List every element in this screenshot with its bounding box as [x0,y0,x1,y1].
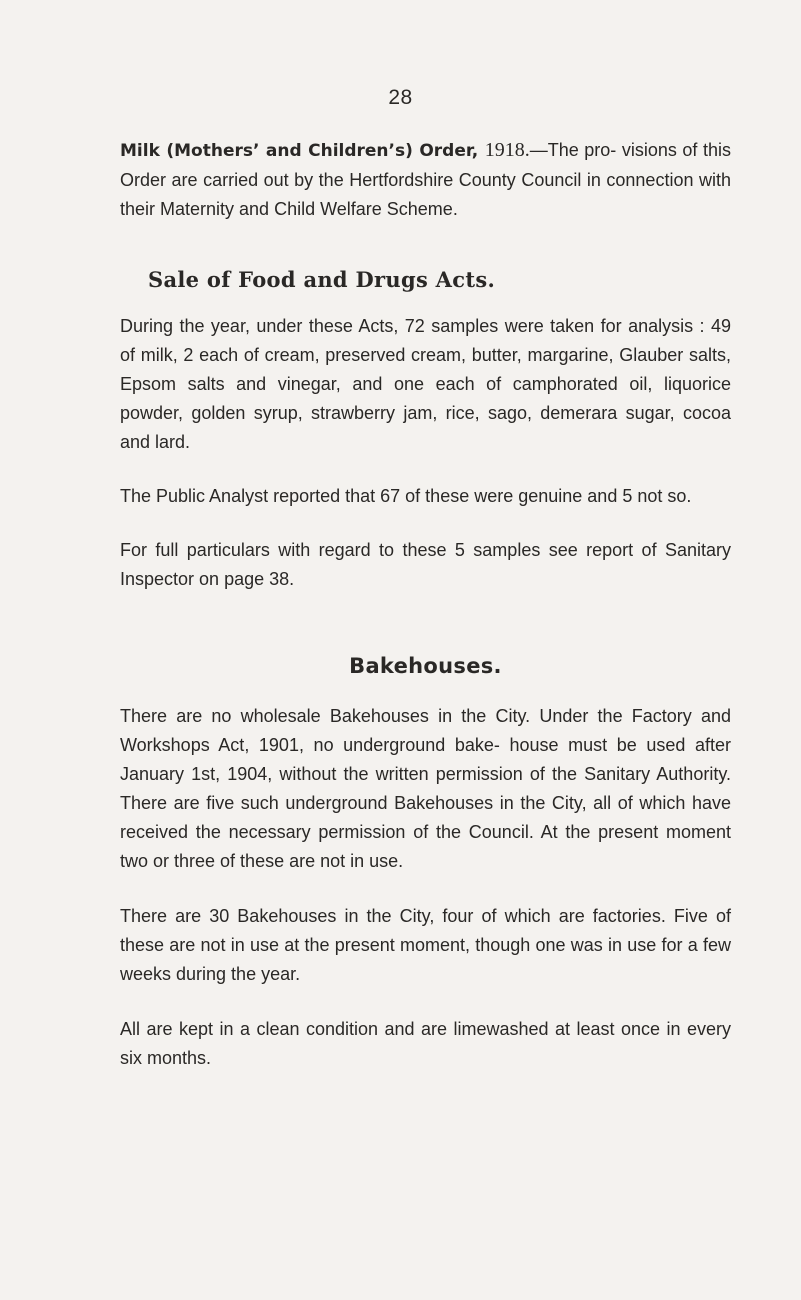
bakehouses-paragraph-2: There are 30 Bakehouses in the City, four of which are factories. Five of these are not in use at the present moment, though one was in use for a few weeks during the year. [120,906,731,984]
food-drugs-paragraph-3: For full particulars with regard to these 5 samples see report of Sanitary Inspector on page 38. [120,540,731,589]
bakehouses-heading: Bakehouses. [349,654,502,678]
bakehouses-paragraph-1: There are no wholesale Bakehouses in the City. Under the Factory and Workshops Act, 1901, no underground bake- house must be used after January 1st, 1904, without the written permission of the Sanitary Authority. There are five such underground Bakehouses in the City, all of which have received the necessary permission of the Council. At the present moment two or three of these are not in use. [120,706,731,871]
food-drugs-heading: Sale of Food and Drugs Acts. [148,267,496,292]
page-number: 28 [388,86,413,109]
food-drugs-paragraph-2: The Public Analyst reported that 67 of these were genuine and 5 not so. [120,486,692,506]
food-drugs-paragraph-1: During the year, under these Acts, 72 samples were taken for analysis : 49 of milk, 2 each of cream, preserved cream, butter, margarine, Glauber salts, Epsom salts and vinegar, and one each of camphorated oil, liquorice powder, golden syrup, strawberry jam, rice, sago, demerara sugar, cocoa and lard. [120,316,731,452]
milk-order-year: 1918. [484,139,530,161]
milk-order-body: —The pro- visions of this Order are carried out by the Hertfordshire County Council in connection with their Maternity and Child Welfare Scheme. [120,140,731,219]
milk-order-title [120,141,530,161]
milk-order-title-text: Milk (Mothers’ and Children’s) Order, [120,141,479,161]
bakehouses-paragraph-3: All are kept in a clean condition and are limewashed at least once in every six months. [120,1019,731,1068]
milk-order-paragraph [120,136,731,224]
